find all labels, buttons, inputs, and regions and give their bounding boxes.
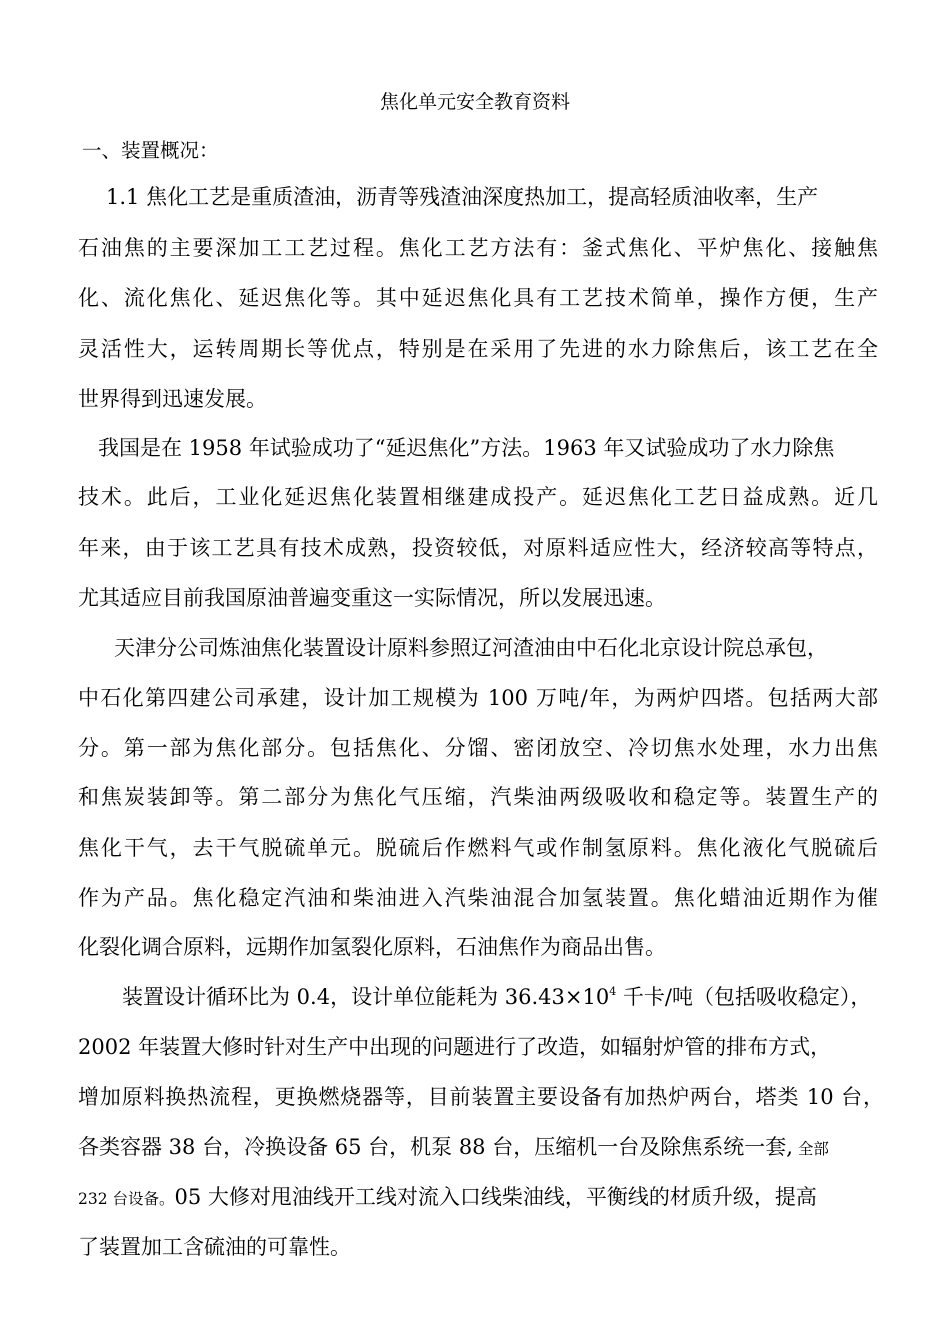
text-line: 尤其适应目前我国原油普遍变重这一实际情况，所以发展迅速。 bbox=[78, 586, 666, 610]
superscript: 4 bbox=[609, 985, 617, 998]
text-line: 和焦炭装卸等。第二部分为焦化气压缩，汽柴油两级吸收和稳定等。装置生产的 bbox=[78, 785, 878, 809]
text-line: 分。第一部为焦化部分。包括焦化、分馏、密闭放空、冷切焦水处理，水力出焦 bbox=[78, 736, 878, 760]
text-line: 我国是在 1958 年试验成功了“延迟焦化”方法。1963 年又试验成功了水力除焦 bbox=[98, 436, 835, 460]
text-line: 灵活性大，运转周期长等优点，特别是在采用了先进的水力除焦后，该工艺在全 bbox=[78, 337, 878, 361]
text-line: 作为产品。焦化稳定汽油和柴油进入汽柴油混合加氢装置。焦化蜡油近期作为催 bbox=[78, 886, 878, 910]
text-line: 年来，由于该工艺具有技术成熟，投资较低，对原料适应性大，经济较高等特点， bbox=[78, 536, 878, 560]
text-line: 中石化第四建公司承建，设计加工规模为 100 万吨/年，为两炉四塔。包括两大部 bbox=[78, 686, 878, 710]
text-line bbox=[78, 1132, 878, 1164]
text-line: 1.1 焦化工艺是重质渣油，沥青等残渣油深度热加工，提高轻质油收率，生产 bbox=[106, 185, 819, 209]
text-run-small: 全部 bbox=[792, 1140, 829, 1158]
text-line: 2002 年装置大修时针对生产中出现的问题进行了改造，如辐射炉管的排布方式， bbox=[78, 1035, 832, 1059]
text-line: 石油焦的主要深加工工艺过程。焦化工艺方法有：釜式焦化、平炉焦化、接触焦 bbox=[78, 236, 878, 260]
text-line: 化、流化焦化、延迟焦化等。其中延迟焦化具有工艺技术简单，操作方便，生产 bbox=[78, 286, 878, 310]
text-line: 焦化干气，去干气脱硫单元。脱硫后作燃料气或作制氢原料。焦化液化气脱硫后 bbox=[78, 836, 878, 860]
text-run: 千卡/吨（包括吸收稳定）， bbox=[616, 985, 872, 1009]
text-run: 装置设计循环比为 0.4，设计单位能耗为 36.43×10 bbox=[122, 985, 610, 1009]
document-title: 焦化单元安全教育资料 bbox=[379, 91, 570, 113]
text-line bbox=[122, 982, 888, 1012]
text-run-small: 232 台设备。 bbox=[78, 1190, 175, 1208]
text-line bbox=[78, 1182, 878, 1214]
text-line: 增加原料换热流程，更换燃烧器等，目前装置主要设备有加热炉两台，塔类 10 台， bbox=[78, 1085, 884, 1109]
text-line: 了装置加工含硫油的可靠性。 bbox=[78, 1235, 351, 1259]
section-heading: 一、装置概况： bbox=[82, 139, 219, 162]
text-line: 化裂化调合原料，远期作加氢裂化原料，石油焦作为商品出售。 bbox=[78, 935, 666, 959]
text-run: 各类容器 38 台，冷换设备 65 台，机泵 88 台，压缩机一台及除焦系统一套, bbox=[78, 1135, 793, 1159]
text-line: 天津分公司炼油焦化装置设计原料参照辽河渣油由中石化北京设计院总承包， bbox=[114, 636, 828, 660]
text-run: 05 大修对甩油线开工线对流入口线柴油线，平衡线的材质升级，提高 bbox=[174, 1185, 817, 1209]
text-line: 技术。此后，工业化延迟焦化装置相继建成投产。延迟焦化工艺日益成熟。近几 bbox=[78, 485, 878, 509]
text-line: 世界得到迅速发展。 bbox=[78, 387, 267, 411]
